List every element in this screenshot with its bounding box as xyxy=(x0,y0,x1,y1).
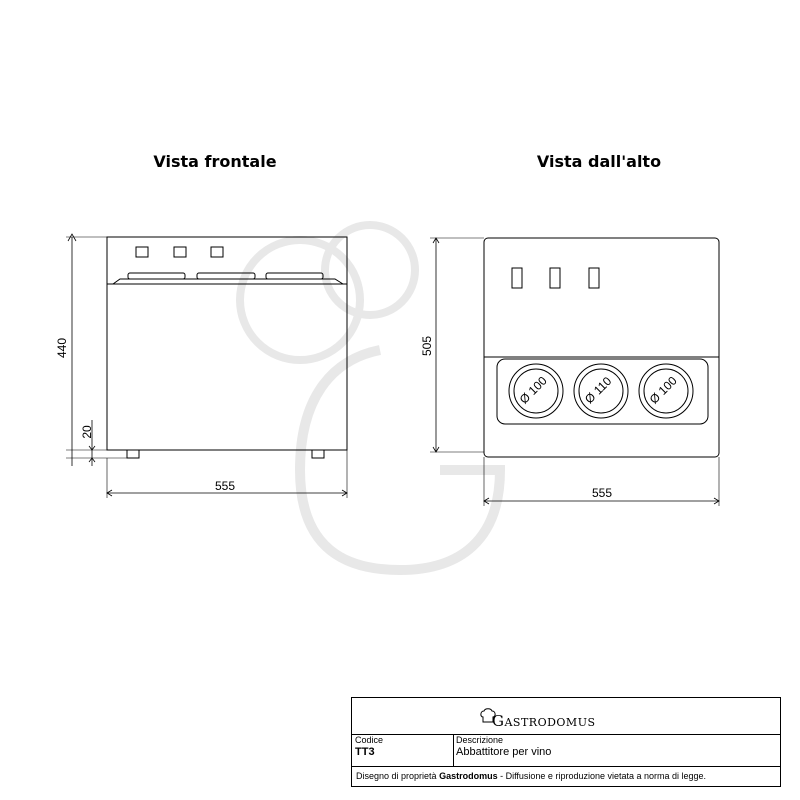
description-cell xyxy=(453,734,780,766)
top-control-2 xyxy=(550,268,560,288)
front-bucket-rim-1 xyxy=(128,273,185,279)
front-control-1 xyxy=(136,247,148,257)
front-bucket-rim-3 xyxy=(266,273,323,279)
top-control-3 xyxy=(589,268,599,288)
top-height-dim-label: 505 xyxy=(420,335,434,357)
copyright-brand: Gastrodomus xyxy=(439,771,498,781)
copyright-prefix: Disegno di proprietà xyxy=(356,771,440,781)
front-view-title: Vista frontale xyxy=(153,152,277,171)
top-hole-2-label: Ø 110 xyxy=(581,373,615,407)
copyright-notice xyxy=(356,771,706,781)
top-hole-3-label: Ø 100 xyxy=(646,373,680,407)
title-block-logo-row xyxy=(352,698,780,735)
title-block-footer xyxy=(352,766,780,787)
front-foot-right xyxy=(312,450,324,458)
front-control-3 xyxy=(211,247,223,257)
top-hole-1-label: Ø 100 xyxy=(516,373,550,407)
watermark-logo xyxy=(240,225,500,570)
front-feet-dim-label: 20 xyxy=(80,425,94,439)
front-width-dim-label: 555 xyxy=(214,479,236,493)
copyright-suffix: - Diffusione e riproduzione vietata a norma di legge. xyxy=(497,771,707,781)
code-cell xyxy=(352,734,454,766)
description-label: Descrizione xyxy=(456,735,504,745)
top-view-title: Vista dall'alto xyxy=(536,152,662,171)
front-height-dim-label: 440 xyxy=(55,337,69,359)
title-block xyxy=(351,697,781,787)
description-value: Abbattitore per vino xyxy=(456,746,552,758)
top-width-dim-label: 555 xyxy=(591,486,613,500)
front-lid-plate xyxy=(113,279,343,284)
front-foot-left xyxy=(127,450,139,458)
front-control-2 xyxy=(174,247,186,257)
title-block-info-row xyxy=(352,734,780,767)
top-control-1 xyxy=(512,268,522,288)
code-value: TT3 xyxy=(355,746,375,758)
code-label: Codice xyxy=(355,735,384,745)
brand-logo-text: Gastrodomus xyxy=(492,712,596,730)
